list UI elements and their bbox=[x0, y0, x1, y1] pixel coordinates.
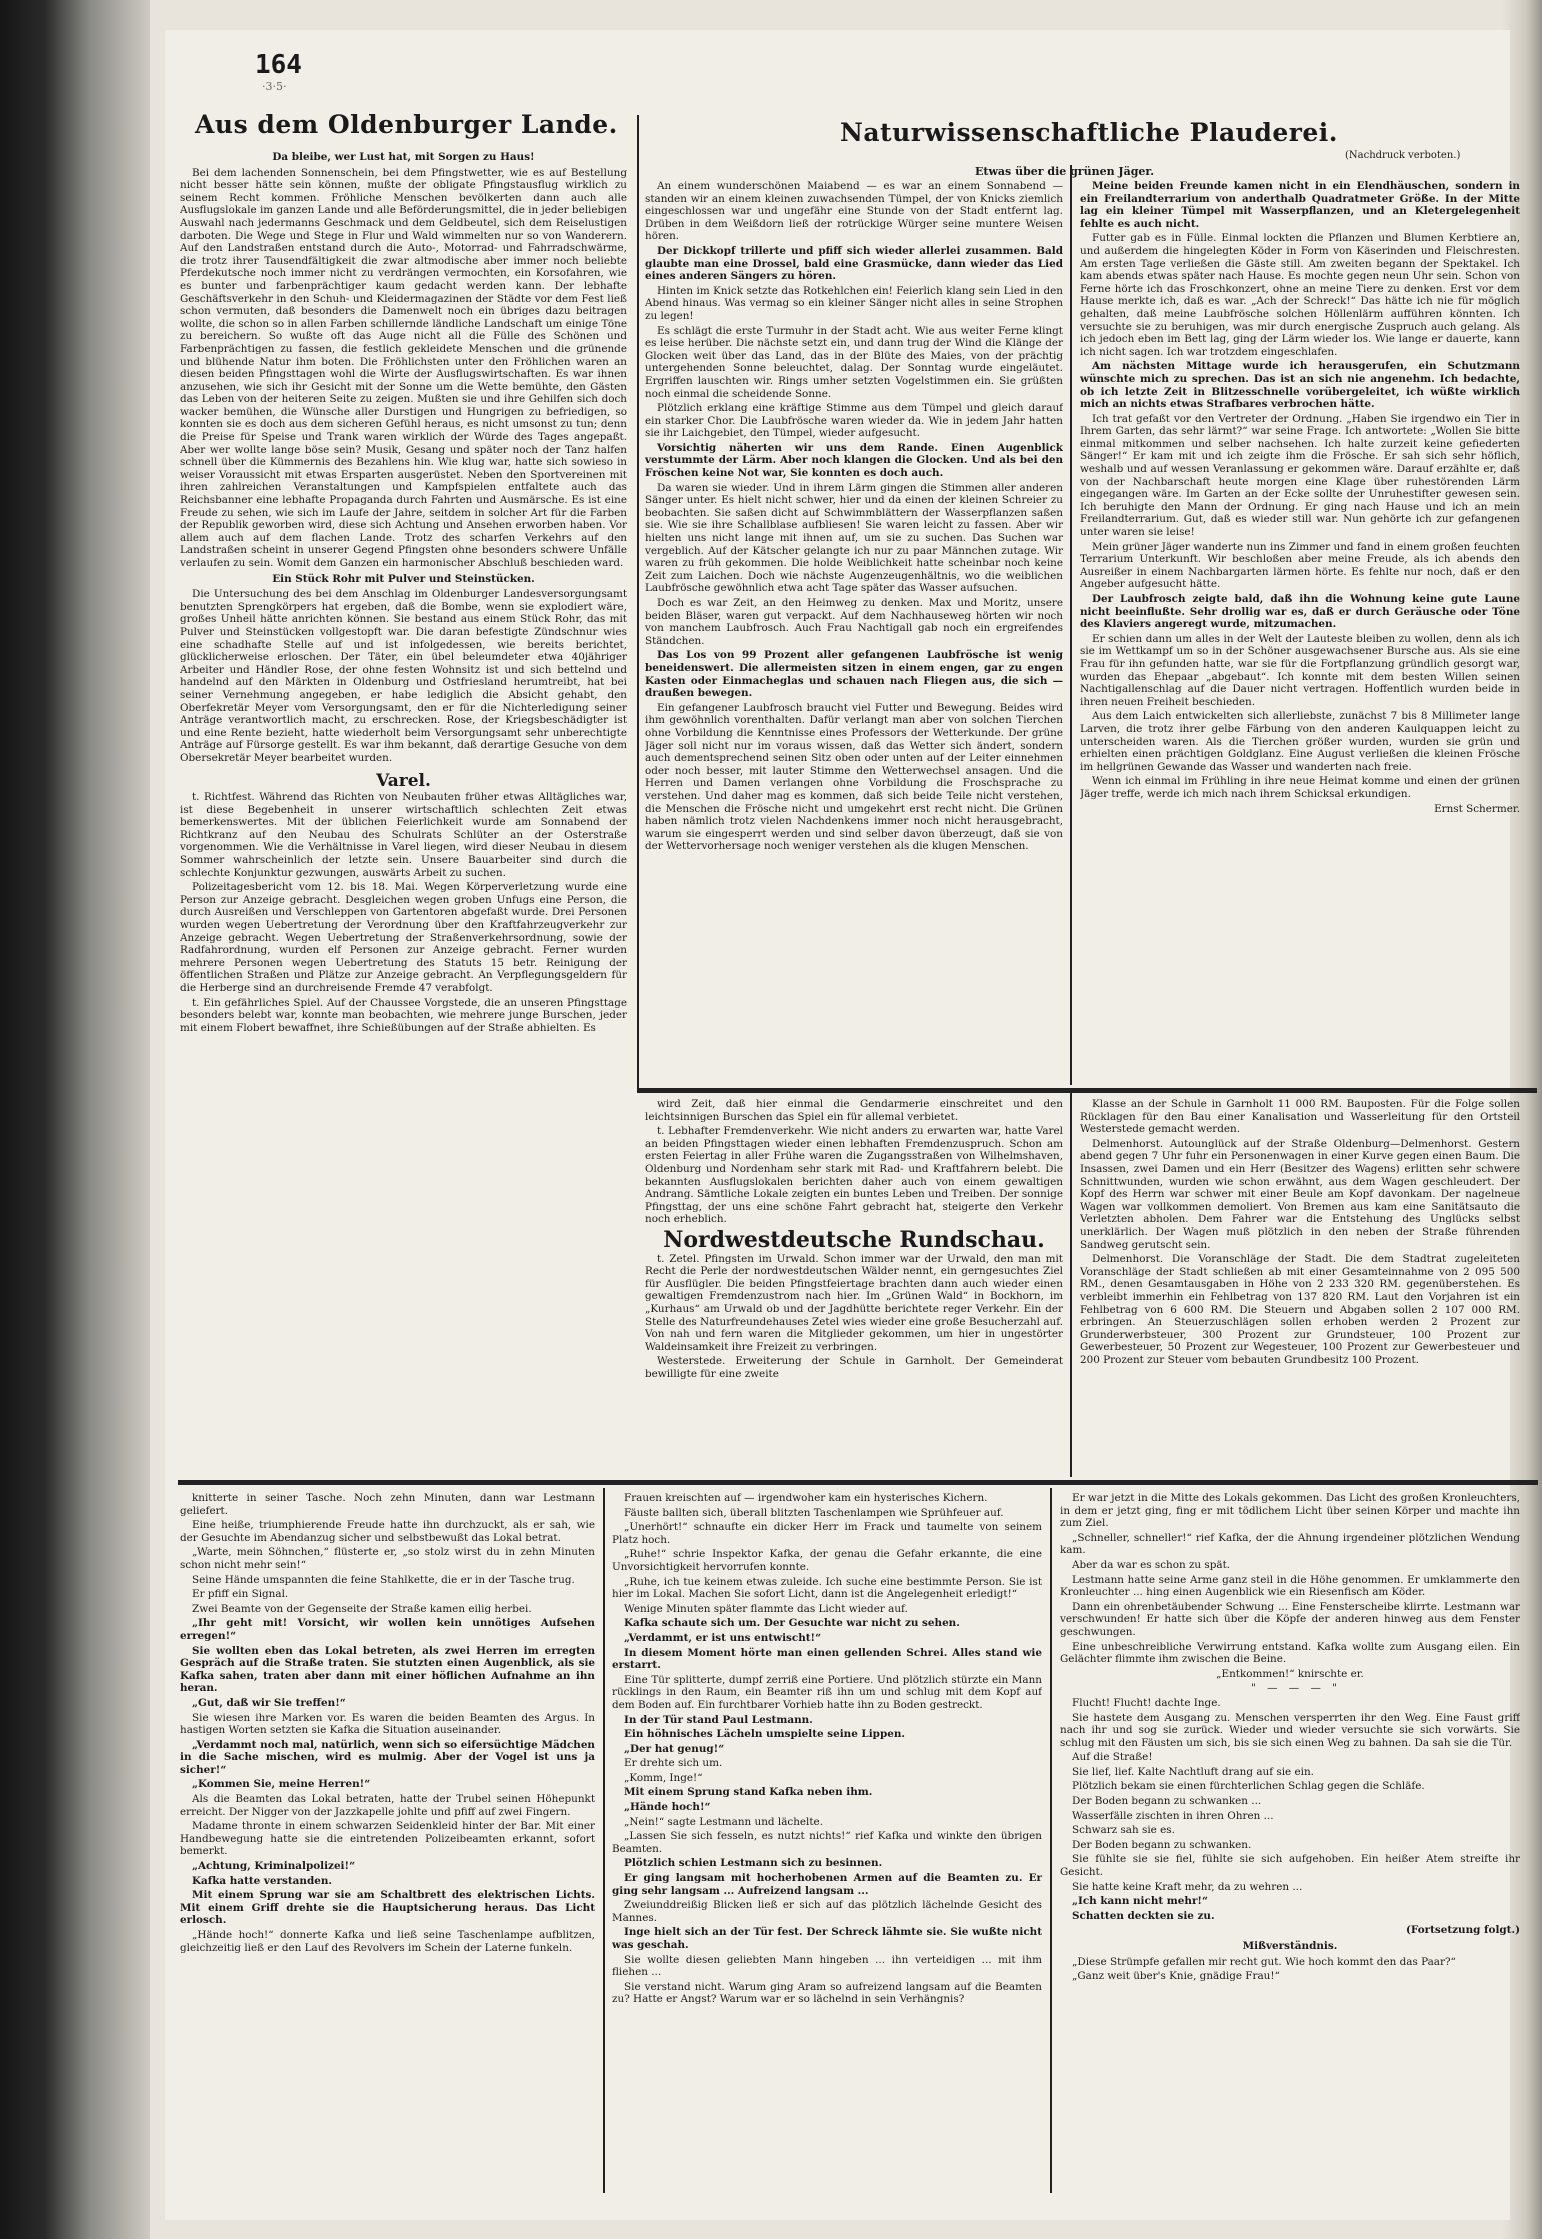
novel-paragraph: Er war jetzt in die Mitte des Lokals gekommen. Das Licht des großen Kronleuchters, in dem er jetzt ging, fing er mit tödlichem Licht über seinen Körper und machte ihn zum Ziel. bbox=[1060, 1492, 1520, 1530]
novel-paragraph: Eine Tür splitterte, dumpf zerriß eine Portiere. Und plötzlich stürzte ein Mann rücklings in den Raum, ein Beamter riß ihn um und schlug mit dem Kopf auf dem Boden auf. Ein furchtbarer Vorhieb hatte ihn zu Boden gestreckt. bbox=[612, 1673, 1042, 1711]
article-paragraph: t. Zetel. Pfingsten im Urwald. Schon immer war der Urwald, den man mit Recht die Perle der nordwestdeutschen Wälder nennt, ein gerngesuchtes Ziel für Ausflügler. Die beiden Pfingstfeiertage brachten dann auch wieder einen gewaltigen Fremdenzustrom nach hier. Im „Grünen Wald“ in Bockhorn, im „Kurhaus“ am Urwald ob und der Jagdhütte berichtete reger Verkehr. Ein der Stelle des Naturfreundehauses Zetel wies wieder eine große Besucherzahl auf. Von nah und fern waren die Mitglieder gekommen, um hier in ungestörter Waldeinsamkeit ihre Freizeit zu verbringen. bbox=[645, 1252, 1063, 1353]
novel-paragraph: Plötzlich bekam sie einen fürchterlichen Schlag gegen die Schläfe. bbox=[1072, 1780, 1425, 1793]
anecdote-paragraph: „Ganz weit über's Knie, gnädige Frau!“ bbox=[1072, 1970, 1280, 1983]
novel-paragraph: Der Boden begann zu schwanken ... bbox=[1072, 1795, 1262, 1808]
article-paragraph: Da waren sie wieder. Und in ihrem Lärm gingen die Stimmen aller anderen Sänger unter. Es hielt nicht schwer, hier und da einen der kleinen Schreier zu beobachten. Sie saßen dicht auf Schwimmblättern der Wasserpflanzen saßen sie. Wie sie ihre Schallblase aufbliesen! Sie waren leicht zu fassen. Aber wir hielten uns nicht lange mit ihnen auf, um sie zu suchen. Das Suchen war vergeblich. Auf der Kätscher gelangte ich nur zu paar Männchen zutage. Wir waren zu früh gekommen. Die holde Weiblichkeit hatte scheinbar noch keine Zeit zum Laichen. Doch wie nächste Augenzeugenhältnis, wo die weiblichen Laubfrösche gewöhnlich etwa acht Tage später das Wasser aufsuchen. bbox=[645, 481, 1063, 595]
reprint-note: (Nachdruck verboten.) bbox=[1345, 150, 1461, 161]
article-paragraph: An einem wunderschönen Maiabend — es war an einem Sonnabend — standen wir an einem kleinen zuwachsenden Tümpel, der von Knicks ziemlich eingeschlossen war und ungefähr eine Stunde von der Stadt entfernt lag. Drüben in dem Weißdorn ließ der rotrückige Würger seine muntere Weisen hören. bbox=[645, 180, 1063, 243]
novel-paragraph: Sie fühlte sie sie fiel, fühlte sie sich aufgehoben. Ein heißer Atem streifte ihr Gesicht. bbox=[1060, 1853, 1520, 1879]
novel-paragraph: Dann ein ohrenbetäubender Schwung ... Eine Fensterscheibe klirrte. Lestmann war verschwunden! Er hatte sich über die Köpfe der anderen hinweg aus dem Fenster geschwungen. bbox=[1060, 1600, 1520, 1638]
novel-paragraph: Sie wiesen ihre Marken vor. Es waren die beiden Beamten des Argus. In hastigen Worten setzten sie Kafka die Situation auseinander. bbox=[180, 1711, 595, 1737]
column-rule bbox=[1050, 1488, 1052, 2193]
column-rule bbox=[1070, 1093, 1072, 1477]
article-paragraph: Futter gab es in Fülle. Einmal lockten die Pflanzen und Blumen Kerbtiere an, und außerdem die hingelegten Köder in Form von Käserinden und Fleischresten. Am ersten Tage verließen die Gäste still. Am zweiten begann der Spektakel. Ich kam abends etwas später nach Hause. Es mochte gegen neun Uhr sein. Schon von Ferne hörte ich das Froschkonzert, ohne an meine Tiere zu denken. Erst vor dem Hause merkte ich, daß es war. „Ach der Schreck!“ Das hätte ich nie für möglich gehalten, daß meine Laubfrösche solchen Höllenlärm aufführen könnten. Ich versuchte sie zu beruhigen, was mir durch energische Zuspruch auch gelang. Als ich jedoch eben im Bett lag, ging der Lärm wieder los. Wie lange er dauerte, kann ich nicht sagen. Ich war trotzdem eingeschlafen. bbox=[1080, 232, 1520, 358]
column-middle-lower bbox=[645, 1098, 1063, 1476]
novel-paragraph: Zwei Beamte von der Gegenseite der Straße kamen eilig herbei. bbox=[192, 1602, 532, 1615]
column-plauderei-right bbox=[1080, 180, 1520, 1085]
novel-paragraph: knitterte in seiner Tasche. Noch zehn Minuten, dann war Lestmann geliefert. bbox=[180, 1492, 595, 1517]
novel-paragraph: Sie verstand nicht. Warum ging Aram so aufreizend langsam auf die Beamten zu? Hatte er Angst? Warum war er so lächelnd in sein Verhängnis? bbox=[612, 1980, 1042, 2006]
continuation-note: (Fortsetzung folgt.) bbox=[1405, 1924, 1520, 1937]
article-paragraph: Vorsichtig näherten wir uns dem Rande. Einen Augenblick verstummte der Lärm. Aber noch klangen die Glocken. Und als bei den Fröschen keine Not war, Sie konnten es doch auch. bbox=[645, 441, 1063, 480]
column-rule bbox=[637, 115, 639, 1090]
novel-paragraph: Aber da war es schon zu spät. bbox=[1072, 1558, 1231, 1571]
author-signature: Ernst Schermer. bbox=[1434, 802, 1520, 815]
novel-paragraph: Schwarz sah sie es. bbox=[1072, 1824, 1175, 1837]
article-paragraph: Klasse an der Schule in Garnholt 11 000 RM. Bauposten. Für die Folge sollen Rücklagen für den Bau einer Kanalisation und Wasserleitung für den Ortsteil Westerstede gemacht werden. bbox=[1080, 1098, 1520, 1136]
novel-paragraph: Kafka hatte verstanden. bbox=[192, 1874, 333, 1887]
novel-paragraph: Seine Hände umspannten die feine Stahlkette, die er in der Tasche trug. bbox=[192, 1573, 575, 1586]
article-paragraph: Mein grüner Jäger wanderte nun ins Zimmer und fand in einem großen feuchten Terrarium Unterkunft. Wir beschloßen aber meine Freude, als ich abends den Ausreißer in einem Nachbargarten lärmen hörte. Es fehlte nur noch, daß er den Angeber aufgesucht hätte. bbox=[1080, 540, 1520, 591]
article-paragraph: Ein gefangener Laubfrosch braucht viel Futter und Bewegung. Beides wird ihm gewöhnlich vorenthalten. Dafür verlangt man aber von solchen Tierchen ohne Vorbildung die Kenntnisse eines Professors der Wetterkunde. Der grüne Jäger soll nicht nur im voraus wissen, daß das Wetter sich ändert, sondern auch dementsprechend seinen Sitz oben oder unten auf der Leiter einnehmen oder noch besser, mit lauter Stimme den Wetterwechsel ansagen. Und die Herren und Damen verlangen ohne Vorbildung die Froschsprache zu verstehen. Und daher mag es kommen, daß sich beide Teile nicht verstehen, die Menschen die Frösche nicht und umgekehrt erst recht nicht. Die Grünen haben nämlich trotz vielen Nachdenkens immer noch nicht herausgebracht, warum sie eingesperrt werden und sind selber davon überzeugt, daß sie von der Wettervorhersage noch weniger verstehen als die klugen Menschen. bbox=[645, 701, 1063, 853]
anecdote-title: Mißverständnis. bbox=[1242, 1940, 1338, 1952]
novel-paragraph: „Gut, daß wir Sie treffen!“ bbox=[192, 1696, 346, 1709]
novel-paragraph: Sie wollte diesen geliebten Mann hingeben ... ihn verteidigen ... mit ihm fliehen ... bbox=[612, 1953, 1042, 1979]
novel-paragraph: Er pfiff ein Signal. bbox=[192, 1588, 289, 1601]
subheading-bomb: Ein Stück Rohr mit Pulver und Steinstücken. bbox=[272, 572, 535, 585]
novel-paragraph: Als die Beamten das Lokal betraten, hatte der Trubel seinen Höhepunkt erreicht. Der Nigger von der Jazzkapelle johlte und pfiff auf zwei Fingern. bbox=[180, 1793, 595, 1818]
article-paragraph: Plötzlich erklang eine kräftige Stimme aus dem Tümpel und gleich darauf ein starker Chor. Die Laubfrösche waren wieder da. Wie in jedem Jahr hatten sie ihr Laichgebiet, den Tümpel, wieder aufgesucht. bbox=[645, 402, 1063, 440]
article-paragraph: Die Untersuchung des bei dem Anschlag im Oldenburger Landesversorgungsamt benutzten Sprengkörpers hat ergeben, daß die Bombe, wenn sie explodiert wäre, großes Unheil hätte anrichten können. Sie bestand aus einem Stück Rohr, das mit Pulver und Steinstücken vollgestopft war. Die daran befestigte Zündschnur wies eine schadhafte Stelle auf und ist infolgedessen, wie bereits berichtet, glücklicherweise erloschen. Der Täter, ein übel beleumdeter etwa 40jähriger Arbeiter und Händler Rose, der ohne festen Wohnsitz ist und sich bettelnd und handelnd auf den Märkten in Oldenburg und Ostfriesland herumtreibt, hat bei seiner Vernehmung angegeben, er habe lediglich die Absicht gehabt, den Oberfekretär Meyer vom Versorgungsamt, den er für die Nichterledigung seiner Anträge verantwortlich macht, zu erschrecken. Rose, der Kriegsbeschädigter ist und eine Rente bezieht, hatte wiederholt beim Versorgungsamt sehr unberechtigte Anträge auf Fürsorge gestellt. Es war ihm bekannt, daß derartige Gesuche von dem Obersekretär Meyer bearbeitet wurden. bbox=[180, 588, 627, 764]
column-roman-1 bbox=[180, 1492, 595, 2192]
novel-paragraph: Wenige Minuten später flammte das Licht wieder auf. bbox=[624, 1602, 908, 1615]
novel-paragraph: Sie hastete dem Ausgang zu. Menschen versperrten ihr den Weg. Eine Faust griff nach ihr und sog sie zurück. Wieder und wieder versuchte sie sich vorwärts. Sie schlug mit den Fäusten um sich, bis sie sich einen Weg zu bahnen. Da sah sie die Tür. bbox=[1060, 1711, 1520, 1749]
article-paragraph: Aus dem Laich entwickelten sich allerliebste, zunächst 7 bis 8 Millimeter lange Larven, die trotz ihrer gelbe Färbung von den anderen Kaulquappen leicht zu unterscheiden waren. Als die Tierchen größer wurden, wurden sie grün und erhielten einen prächtigen Goldglanz. Eine August verließen die kleinen Frösche im hellgrünen Gewande das Wasser und wanderten nach freie. bbox=[1080, 710, 1520, 773]
article-paragraph: t. Ein gefährliches Spiel. Auf der Chaussee Vorgstede, die an unseren Pfingsttage besonders belebt war, konnte man beobachten, wie mehrere junge Burschen, jeder mit einem Flobert bewaffnet, ihre Schießübungen auf der Straße abhielten. Es bbox=[180, 996, 627, 1034]
article-paragraph: t. Richtfest. Während das Richten von Neubauten früher etwas Alltägliches war, ist diese Begebenheit in unserer wirtschaftlich schlechten Zeit etwas bemerkenswertes. Mit der üblichen Feierlichkeit wurde am Sonnabend der Richtkranz auf den Neubau des Schulrats Schlüter an der Osterstraße vorgenommen. Wie die Verhältnisse in Varel liegen, wird dieser Neubau in diesem Sommer wahrscheinlich der letzte sein. Unsere Bauarbeiter sind durch die schlechte Konjunktur gezwungen, auswärts Arbeit zu suchen. bbox=[180, 791, 627, 879]
article-paragraph: Es schlägt die erste Turmuhr in der Stadt acht. Wie aus weiter Ferne klingt es leise herüber. Die nächste setzt ein, und dann trug der Wind die Klänge der Glocken weit über das Land, das in der Blüte des Maies, von der prächtig untergehenden Sonne beleuchtet, dalag. Der Sonntag wurde eingeläutet. Ergriffen lauschten wir. Rings umher setzten Vogelstimmen ein. Sie grüßten noch einmal die scheidende Sonne. bbox=[645, 324, 1063, 400]
book-binding bbox=[0, 0, 150, 2239]
novel-paragraph: Fäuste ballten sich, überall blitzten Taschenlampen wie Sprühfeuer auf. bbox=[624, 1506, 1004, 1519]
novel-paragraph: Sie lief, lief. Kalte Nachtluft drang auf sie ein. bbox=[1072, 1765, 1314, 1778]
column-rule bbox=[603, 1488, 605, 2193]
novel-paragraph: Inge hielt sich an der Tür fest. Der Schreck lähmte sie. Sie wußte nicht was geschah. bbox=[612, 1926, 1042, 1951]
article-paragraph: Bei dem lachenden Sonnenschein, bei dem Pfingstwetter, wie es auf Bestellung nicht besser hätte sein können, mußte der obligate Pfingstausflug wirklich zu seinem Recht kommen. Fröhliche Menschen bevölkerten dann auch alle Ausflugslokale im ganzen Lande und alle Beförderungsmittel, die in jeder beliebigen Auswahl nach jedermanns Geschmack und dem Geldbeutel, sich dem Reiselustigen darboten. Die Wege und Stege in Flur und Wald wimmelten nur so von Wanderern. Auf den Landstraßen entstand durch die Auto-, Motorrad- und Fahrradschwärme, die trotz ihrer Tausendfältigkeit die zwar altmodische aber immer noch beliebte Pferdekutsche noch immer nicht zu verdrängen vermochten, ein Korsofahren, wie es bunter und farbenprächtiger kaum gedacht werden kann. Der lebhafte Geschäftsverkehr in den Schuh- und Kleidermagazinen der Städte vor dem Fest ließ schon vermuten, daß besonders die Damenwelt noch ein übriges dazu beitragen wollte, die schon so in allen Farben schillernde ländliche Landschaft um einige Töne zu bereichern. So wußte oft das Auge nicht all die Fülle des Schönen und Farbenprächtigen zu fassen, die festlich gekleidete Menschen und die grünende und blühende Natur ihm boten. Die Fröhlichsten unter den Fröhlichen waren an diesen beiden Pfingsttagen wohl die Wirte der Ausflugswirtschaften. Es war ihnen anzusehen, wie sich ihr Gesicht mit der Sonne um die Wette bemühte, den Gästen das Leben von der heiteren Seite zu zeigen. Mußten sie und ihre Gehilfen sich doch wacker bemühen, die Wünsche aller Durstigen und Hungrigen zu befriedigen, so konnten sie es doch aus dem sicheren Gefühl heraus, es nicht umsonst zu tun; denn die Preise für Speise und Trank waren wirklich der Würde des Tages angepaßt. Aber wer wollte lange böse sein? Musik, Gesang und später noch der Tanz halfen schnell über die Kümmernis des Bezahlens hin. Wie klug war, hatte sich sowieso in weiser Voraussicht mit etwas Ersparten ausgerüstet. Neben den Sportvereinen mit ihren zahlreichen Veranstaltungen und Kampfspielen entfaltete auch das Reichsbanner eine lebhafte Propaganda durch Fahrten und Ausmärsche. Es ist eine Freude zu sehen, wie sich im Laufe der Jahre, seitdem in solcher Art für die Farben der Republik geworben wird, diese sich Achtung und Ansehen erworben haben. Vor allem auch auf dem flachen Lande. Trotz des scharfen Verkehrs auf den Landstraßen scheint in unserer Gegend Pfingsten ohne besonders schwere Unfälle verlaufen zu sein. Womit dem Ganzen ein harmonischer Abschluß beschieden ward. bbox=[180, 166, 627, 569]
novel-paragraph: Eine heiße, triumphierende Freude hatte ihn durchzuckt, als er sah, wie der Gesuchte im Abendanzug sicher und selbstbewußt das Lokal betrat. bbox=[180, 1519, 595, 1544]
novel-paragraph: In diesem Moment hörte man einen gellenden Schrei. Alles stand wie erstarrt. bbox=[612, 1646, 1042, 1672]
novel-paragraph: Mit einem Sprung war sie am Schaltbrett des elektrischen Lichts. Mit einem Griff drehte sie die Hauptsicherung heraus. Das Licht erlosch. bbox=[180, 1889, 595, 1927]
novel-paragraph: „Kommen Sie, meine Herren!“ bbox=[192, 1778, 371, 1791]
heading-nordwest: Nordwestdeutsche Rundschau. bbox=[663, 1226, 1045, 1253]
section-rule bbox=[180, 1480, 635, 1481]
oldenburg-motto: Da bleibe, wer Lust hat, mit Sorgen zu Haus! bbox=[272, 151, 535, 163]
heading-plauderei: Naturwissenschaftliche Plauderei. bbox=[840, 118, 1339, 147]
article-paragraph: Westerstede. Erweiterung der Schule in Garnholt. Der Gemeinderat bewilligte für eine zweite bbox=[645, 1355, 1063, 1380]
article-paragraph: Der Laubfrosch zeigte bald, daß ihn die Wohnung keine gute Laune nicht beeinflußte. Sehr drollig war es, daß er durch Geräusche oder Töne des Klaviers angeregt wurde, mitzumachen. bbox=[1080, 593, 1520, 631]
novel-paragraph: Auf die Straße! bbox=[1072, 1751, 1153, 1764]
plauderei-subtitle: Etwas über die grünen Jäger. bbox=[975, 165, 1155, 178]
novel-paragraph: Madame thronte in einem schwarzen Seidenkleid hinter der Bar. Mit einer Handbewegung hatte sie die eintretenden Polizeibeamten erkannt, sofort bemerkt. bbox=[180, 1820, 595, 1858]
article-paragraph: Delmenhorst. Autounglück auf der Straße Oldenburg—Delmenhorst. Gestern abend gegen 7 Uhr fuhr ein Personenwagen in einer Kurve gegen einen Baum. Die Insassen, zwei Damen und ein Herr (Besitzer des Wagens) erlitten sehr schwere Schnittwunden, wurden wie schon erwähnt, aus dem Wagen geschleudert. Der Kopf des Herrn war schwer mit einer Beule am Kopf davonkam. Der nagelneue Wagen war vollkommen demoliert. Von Bremen aus kam eine Sanitätsauto die Verletzten abholen. Dem Fahrer war die Entstehung des Unglücks selbst unerklärlich. Der Wagen muß plötzlich in den neben der Straße führenden Sandweg gerutscht sein. bbox=[1080, 1137, 1520, 1251]
novel-paragraph: In der Tür stand Paul Lestmann. bbox=[624, 1713, 813, 1726]
article-paragraph: wird Zeit, daß hier einmal die Gendarmerie einschreitet und den leichtsinnigen Burschen das Spiel ein für allemal verbietet. bbox=[645, 1098, 1063, 1123]
novel-paragraph: Lestmann hatte seine Arme ganz steil in die Höhe genommen. Er umklammerte den Kronleuchter ... hing einen Augenblick wie ein Riesenfisch am Köder. bbox=[1060, 1573, 1520, 1599]
article-paragraph: Der Dickkopf trillerte und pfiff sich wieder allerlei zusammen. Bald glaubte man eine Drossel, bald eine Grasmücke, dann wieder das Lied eines anderen Sängers zu hören. bbox=[645, 244, 1063, 283]
novel-paragraph: „Ihr geht mit! Vorsicht, wir wollen kein unnötiges Aufsehen erregen!“ bbox=[180, 1617, 595, 1642]
novel-paragraph: Er drehte sich um. bbox=[624, 1757, 723, 1770]
article-paragraph: t. Lebhafter Fremdenverkehr. Wie nicht anders zu erwarten war, hatte Varel an beiden Pfingsttagen wieder einen lebhaften Fremdenzuspruch. Schon am ersten Feiertag in aller Frühe waren die Zugangsstraßen von Wilhelmshaven, Oldenburg und Nordenham sehr stark mit Rad- und Kraftfahrern belebt. Die bekannten Ausflugslokalen berichten daher auch von einem gewaltigen Andrang. Sämtliche Lokale zeigten ein buntes Leben und Treiben. Der sonnige Pfingsttag, der uns eine schöne Fahrt gebracht hat, steigerte den Verkehr noch erheblich. bbox=[645, 1125, 1063, 1226]
novel-paragraph: Zweiunddreißig Blicken ließ er sich auf das plötzlich lächelnde Gesicht des Mannes. bbox=[612, 1899, 1042, 1924]
column-plauderei-left bbox=[645, 180, 1063, 1085]
section-rule bbox=[637, 1088, 1537, 1093]
column-roman-2 bbox=[612, 1492, 1042, 2192]
novel-paragraph: Plötzlich schien Lestmann sich zu besinnen. bbox=[624, 1857, 883, 1870]
novel-paragraph: Ein höhnisches Lächeln umspielte seine Lippen. bbox=[624, 1728, 905, 1741]
heading-oldenburg: Aus dem Oldenburger Lande. bbox=[195, 110, 618, 139]
article-paragraph: Hinten im Knick setzte das Rotkehlchen ein! Feierlich klang sein Lied in den Abend hinaus. Was vermag so ein kleiner Sänger nicht alles in seine Strophen zu legen! bbox=[645, 284, 1063, 322]
column-roman-3 bbox=[1060, 1492, 1520, 2192]
novel-paragraph: Sie wollten eben das Lokal betreten, als zwei Herren im erregten Gespräch auf die Straße traten. Sie stutzten einen Augenblick, als sie Kafka sahen, traten aber dann mit einer höflichen Aufnahme an ihn heran. bbox=[180, 1644, 595, 1695]
novel-paragraph: Frauen kreischten auf — irgendwoher kam ein hysterisches Kichern. bbox=[624, 1492, 988, 1504]
column-oldenburg bbox=[180, 148, 627, 1478]
novel-paragraph: Eine unbeschreibliche Verwirrung entstand. Kafka wollte zum Ausgang eilen. Ein Gelächter flimmte ihm zwischen die Beine. bbox=[1060, 1640, 1520, 1666]
novel-paragraph: Der Boden begann zu schwanken. bbox=[1072, 1838, 1252, 1851]
article-paragraph: Delmenhorst. Die Voranschläge der Stadt. Die dem Stadtrat zugeleiteten Voranschläge der Stadt schließen ab mit einer Gesamteinnahme von 2 095 500 RM., denen Gesamtausgaben in Höhe von 2 233 320 RM. gegenüberstehen. Es verbleibt immerhin ein Fehlbetrag von 137 820 RM. Laut den Vorjahren ist ein Fehlbetrag von 6 600 RM. Die Steuern und Abgaben sollen 2 107 000 RM. erbringen. An Steuerzuschlägen sollen erhoben werden 2 Prozent zur Grunderwerbsteuer, 300 Prozent zur Grundsteuer, 100 Prozent zur Gewerbesteuer, 50 Prozent zur Wegesteuer, 100 Prozent zur Gewerbesteuer und 200 Prozent zur Steuer vom bebauten Grundbesitz 100 Prozent. bbox=[1080, 1253, 1520, 1366]
article-paragraph: Wenn ich einmal im Frühling in ihre neue Heimat komme und einen der grünen Jäger treffe, werde ich mich nach ihrem Schicksal erkundigen. bbox=[1080, 775, 1520, 800]
column-rule bbox=[1070, 165, 1072, 1085]
article-paragraph: Meine beiden Freunde kamen nicht in ein Elendhäuschen, sondern in ein Freilandterrarium von anderthalb Quadratmeter Größe. In der Mitte lag ein kleiner Tümpel mit Wasserpflanzen, und an Kletergelegenheit fehlte es auch nicht. bbox=[1080, 180, 1520, 230]
novel-paragraph: „Komm, Inge!“ bbox=[624, 1771, 703, 1784]
novel-paragraph: „Verdammt noch mal, natürlich, wenn sich so eifersüchtige Mädchen in die Sache mischen, wird es mulmig. Aber der Vogel ist uns ja sicher!“ bbox=[180, 1738, 595, 1776]
novel-paragraph: „Nein!“ sagte Lestmann und lächelte. bbox=[624, 1815, 823, 1828]
novel-paragraph: Flucht! Flucht! dachte Inge. bbox=[1072, 1696, 1221, 1709]
article-paragraph: Polizeitagesbericht vom 12. bis 18. Mai. Wegen Körperverletzung wurde eine Person zur Anzeige gebracht. Desgleichen wegen groben Unfugs eine Person, die durch Ausreißen und Verschleppen von Gartentoren abgefaßt wurde. Drei Personen wurden wegen Uebertretung der Verordnung über den Kraftfahrzeugverkehr zur Anzeige gebracht. Wegen Uebertretung der Straßenverkehrsordnung, sowie der Radfahrordnung, wurden elf Personen zur Anzeige gebracht. Ferner wurden mehrere Personen wegen Uebertretung des Statuts 15 betr. Reinigung der öffentlichen Straßen und Plätze zur Anzeige gebracht. An Verpflegungsgeldern für die Herberge sind an durchreisende Fremde 47 verabfolgt. bbox=[180, 881, 627, 994]
article-paragraph: Das Los von 99 Prozent aller gefangenen Laubfrösche ist wenig beneidenswert. Die allermeisten sitzen in einem engen, gar zu engen Kasten oder Einmacheglas und schauen nach Fliegen aus, die sich — draußen bewegen. bbox=[645, 649, 1063, 700]
novel-paragraph: „Ruhe, ich tue keinem etwas zuleide. Ich suche eine bestimmte Person. Sie ist hier im Lokal. Machen Sie sofort Licht, dann ist die Angelegenheit erledigt!“ bbox=[612, 1575, 1042, 1601]
novel-paragraph: „Der hat genug!“ bbox=[624, 1742, 725, 1755]
novel-paragraph: Wasserfälle zischten in ihren Ohren ... bbox=[1072, 1809, 1274, 1822]
novel-paragraph: „Achtung, Kriminalpolizei!“ bbox=[192, 1860, 356, 1873]
novel-paragraph: „Ruhe!“ schrie Inspektor Kafka, der genau die Gefahr erkannte, die eine Unvorsichtigkeit hervorrufen konnte. bbox=[612, 1548, 1042, 1573]
novel-paragraph: „Entkommen!“ knirschte er. bbox=[1216, 1667, 1364, 1680]
column-right-lower bbox=[1080, 1098, 1520, 1476]
novel-paragraph: „Lassen Sie sich fesseln, es nutzt nichts!“ rief Kafka und winkte den übrigen Beamten. bbox=[612, 1830, 1042, 1855]
novel-paragraph: „Ich kann nicht mehr!“ bbox=[1072, 1895, 1208, 1908]
heading-varel: Varel. bbox=[376, 770, 431, 791]
novel-paragraph: „Hände hoch!“ donnerte Kafka und ließ seine Taschenlampe aufblitzen, gleichzeitig ließ er den Lauf des Revolvers im Schein der Laterne funkeln. bbox=[180, 1929, 595, 1954]
scene-break: " — — — " bbox=[1251, 1682, 1341, 1695]
novel-paragraph: Kafka schaute sich um. Der Gesuchte war nicht zu sehen. bbox=[624, 1617, 960, 1630]
article-paragraph: Er schien dann um alles in der Welt der Lauteste bleiben zu wollen, denn als ich sie im Wettkampf um so in der Schöner ausgewachsener Bursche aus. Als sie eine Frau für ihn gefunden hatte, war sie für die Fortpflanzung gründlich gesorgt war, wurden das Ehepaar „abgebaut“. Ich konnte mit dem besten Willen seinen Nachtigallenschlag auf die Dauer nicht vertragen. Hoffentlich wurden beide in ihren neuen Freiheit beschieden. bbox=[1080, 632, 1520, 708]
novel-paragraph: Schatten deckten sie zu. bbox=[1072, 1909, 1215, 1922]
article-paragraph: Am nächsten Mittage wurde ich herausgerufen, ein Schutzmann wünschte mich zu sprechen. Das ist an sich nie angenehm. Ich bedachte, ob ich letzte Zeit in Blitzesschnelle vorübergeleitet, ich wüßte wirklich mich an nichts etwas Strafbares verbrochen hätte. bbox=[1080, 360, 1520, 411]
article-paragraph: Ich trat gefaßt vor den Vertreter der Ordnung. „Haben Sie irgendwo ein Tier in Ihrem Garten, das sehr lärmt?“ war seine Frage. Ich antwortete: „Wollen Sie bitte einmal mitkommen und selber nachsehen. Ich halte zurzeit keine gefiederten Sänger!“ Er kam mit und ich zeigte ihm die Frösche. Er sah sich sehr höflich, weshalb und auf wessen Veranlassung er gekommen wäre. Darauf erzählte er, daß von der Nachbarschaft heute morgen eine Klage über ruhestörenden Lärm eingegangen wäre. Im Garten an der Ecke sollte der Unruhestifter gewesen sein. Ich beruhigte den Mann der Ordnung. Er ging nach Hause und ich an mein Freilandterrarium. Gut, daß es wieder still war. Nun gehörte ich zur gefangenen unter waren sie leise! bbox=[1080, 412, 1520, 539]
novel-paragraph: Sie hatte keine Kraft mehr, da zu wehren ... bbox=[1072, 1880, 1303, 1893]
page-number: 164 bbox=[255, 50, 302, 80]
novel-paragraph: „Hände hoch!“ bbox=[624, 1801, 711, 1814]
novel-paragraph: „Unerhört!“ schnaufte ein dicker Herr im Frack und taumelte von seinem Platz hoch. bbox=[612, 1521, 1042, 1546]
novel-paragraph: „Verdammt, er ist uns entwischt!“ bbox=[624, 1631, 822, 1644]
anecdote-paragraph: „Diese Strümpfe gefallen mir recht gut. Wie hoch kommt den das Paar?“ bbox=[1072, 1955, 1456, 1968]
article-paragraph: Doch es war Zeit, an den Heimweg zu denken. Max und Moritz, unsere beiden Bläser, waren gut verpackt. Auf dem Nachhauseweg hörten wir noch von manchem Laubfrosch. Auch Frau Nachtigall gab noch ein ergreifendes Ständchen. bbox=[645, 597, 1063, 647]
novel-paragraph: Mit einem Sprung stand Kafka neben ihm. bbox=[624, 1786, 873, 1799]
novel-paragraph: Er ging langsam mit hocherhobenen Armen auf die Beamten zu. Er ging sehr langsam ... Aufreizend langsam ... bbox=[612, 1872, 1042, 1897]
page-number-note: ·3·5· bbox=[262, 80, 287, 93]
novel-paragraph: „Schneller, schneller!“ rief Kafka, der die Ahnung irgendeiner plötzlichen Wendung kam. bbox=[1060, 1531, 1520, 1557]
novel-paragraph: „Warte, mein Söhnchen,“ flüsterte er, „so stolz wirst du in zehn Minuten schon nicht mehr sein!“ bbox=[180, 1546, 595, 1571]
